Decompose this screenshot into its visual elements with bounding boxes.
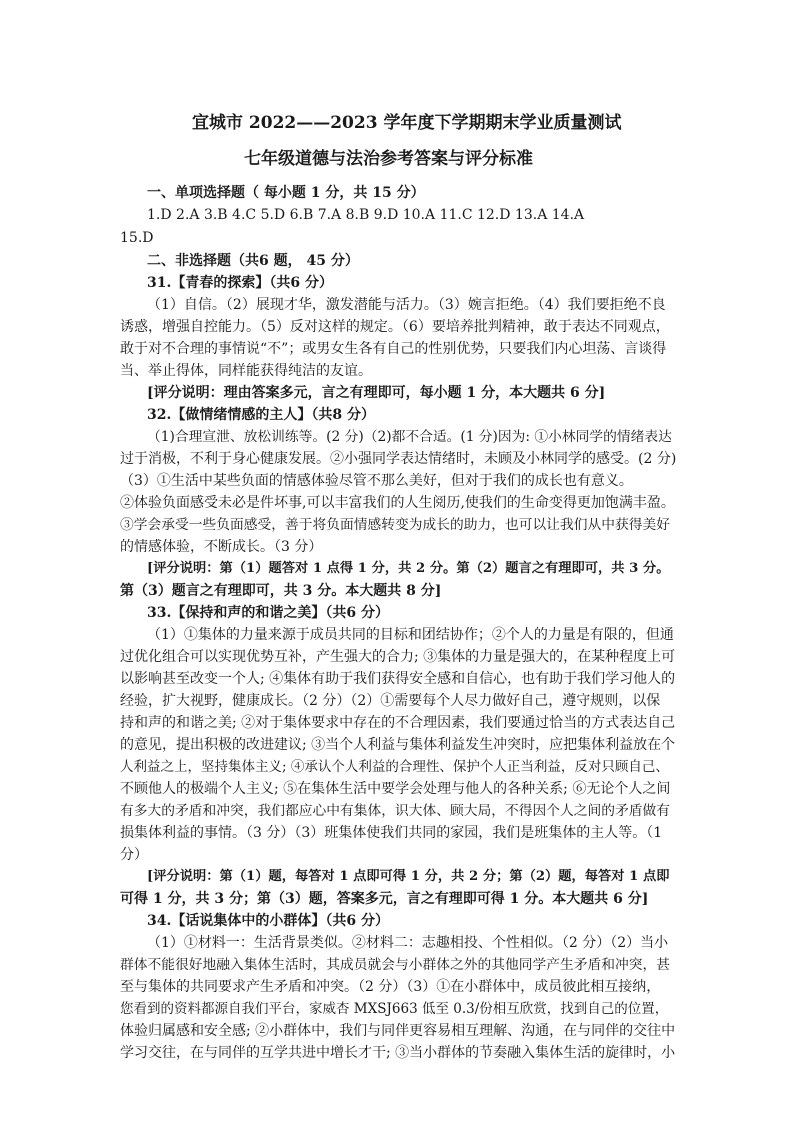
answer-line: 过优化组合可以实现优势互补，产生强大的合力; ③集体的力量是强大的，在某种程度上可 bbox=[120, 649, 676, 665]
document-subtitle: 七年级道德与法治参考答案与评分标准 bbox=[244, 149, 533, 169]
scoring-note: 可得 1 分，共 3 分；第（3）题，答案多元，言之有理即可得 1 分。本大题共 6 分] bbox=[120, 891, 649, 907]
answer-line: （1）①材料一：生活背景类似。②材料二：志趣相投、个性相似。（2 分）（2）当小 bbox=[147, 935, 669, 951]
answer-line: 当、举止得体，同样能获得纯洁的友谊。 bbox=[120, 363, 372, 379]
answer-line: 15.D bbox=[120, 230, 154, 246]
answer-line: 人利益之上，坚持集体主义; ④承认个人利益的合理性、保护个人正当利益，反对只顾自己、 bbox=[120, 759, 669, 775]
answer-line: ②体验负面感受未必是件坏事,可以丰富我们的人生阅历,使我们的生命变得更加饱满丰盈。 bbox=[120, 495, 675, 511]
answer-line: 的意见，提出积极的改进建议; ③当个人利益与集体利益发生冲突时，应把集体利益放在个 bbox=[120, 737, 676, 753]
answer-line: 不顾他人的极端个人主义; ⑤在集体生活中要学会处理与他人的各种关系; ⑥无论个人之间 bbox=[120, 781, 671, 797]
answer-line: 学习交往，在与同伴的互学共进中增长才干; ③当小群体的节奏融入集体生活的旋律时，小 bbox=[120, 1045, 676, 1061]
question-heading: 33.【保持和声的和谐之美】（共6 分） bbox=[147, 605, 389, 621]
answer-line: 有多大的矛盾和冲突，我们都应心中有集体，识大体、顾大局，不得因个人之间的矛盾做有 bbox=[120, 803, 671, 819]
answer-line: ③学会承受一些负面感受，善于将负面情感转变为成长的助力，也可以让我们从中获得美好 bbox=[120, 517, 671, 533]
scoring-note: [评分说明：第（1）题答对 1 点得 1 分，共 2 分。第（2）题言之有理即可，共 3 分。 bbox=[147, 561, 670, 576]
answer-line: 敢于对不合理的事情说“不”；或男女生各有自己的性别优势，只要我们内心坦荡、言谈得 bbox=[120, 341, 667, 357]
answer-line: 分） bbox=[120, 847, 148, 863]
answer-line: 1.D 2.A 3.B 4.C 5.D 6.B 7.A 8.B 9.D 10.A 11.C 12.D 13.A 14.A bbox=[147, 207, 585, 223]
answer-line: 诱惑，增强自控能力。（5）反对这样的规定。（6）要培养批判精神，敢于表达不同观点， bbox=[120, 319, 670, 335]
scoring-note: 第（3）题言之有理即可，共 3 分。本大题共 8 分] bbox=[120, 583, 442, 599]
answer-line: 体验归属感和安全感; ②小群体中，我们与同伴更容易相互理解、沟通，在与同伴的交往中 bbox=[120, 1023, 676, 1039]
scoring-note: [评分说明：第（1）题，每答对 1 点即可得 1 分，共 2 分；第（2）题，每答对 1 点即 bbox=[147, 869, 670, 884]
answer-line: 经验，扩大视野，健康成长。（2 分）（2）①需要每个人尽力做好自己，遵守规则，以保 bbox=[120, 693, 661, 709]
answer-line: 以影响甚至改变一个人; ④集体有助于我们获得安全感和自信心，也有助于我们学习他人的 bbox=[120, 671, 676, 687]
answer-line: （1）①集体的力量来源于成员共同的目标和团结协作；②个人的力量是有限的，但通 bbox=[147, 627, 674, 643]
answer-line: （3）①生活中某些负面的情感体验尽管不那么美好，但对于我们的成长也有意义。 bbox=[120, 473, 633, 489]
section-heading: 二、非选择题（共6 题， 45 分） bbox=[147, 253, 359, 269]
answer-line: 的情感体验，不断成长。（3 分） bbox=[120, 539, 323, 555]
scoring-note: [评分说明：理由答案多元，言之有理即可，每小题 1 分，本大题共 6 分] bbox=[147, 385, 606, 401]
document-title: 宜城市 2022——2023 学年度下学期期末学业质量测试 bbox=[192, 113, 622, 133]
answer-line: 持和声的和谐之美; ②对于集体要求中存在的不合理因素，我们要通过恰当的方式表达自己 bbox=[120, 715, 676, 731]
question-heading: 32.【做情绪情感的主人】（共8 分） bbox=[147, 407, 375, 423]
answer-line: 损集体利益的事情。（3 分）（3）班集体使我们共同的家园，我们是班集体的主人等。（1 bbox=[120, 825, 663, 841]
answer-line: 过于消极，不利于身心健康发展。②小强同学表达情绪时，未顾及小林同学的感受。(2 分) bbox=[120, 451, 677, 467]
section-heading: 一、单项选择题（ 每小题 1 分，共 15 分） bbox=[147, 185, 425, 201]
answer-line: （1)合理宣泄、放松训练等。(2 分)（2)都不合适。(1 分)因为: ①小林同学的情绪表达 bbox=[147, 429, 672, 445]
answer-line: 您看到的资料都源自我们平台，家威杏 MXSJ663 低至 0.3/份相互欣赏，找到自己的位置， bbox=[120, 1001, 669, 1017]
answer-line: 群体不能很好地融入集体生活时，其成员就会与小群体之外的其他同学产生矛盾和冲突，甚 bbox=[120, 957, 671, 973]
question-heading: 34.【话说集体中的小群体】（共6 分） bbox=[147, 913, 389, 929]
question-heading: 31.【青春的探索】（共6 分） bbox=[147, 275, 333, 291]
answer-line: （1）自信。（2）展现才华，激发潜能与活力。（3）婉言拒绝。（4）我们要拒绝不良 bbox=[147, 297, 666, 313]
answer-line: 至与集体的共同要求产生矛盾和冲突。（2 分）（3）①在小群体中，成员彼此相互接纳， bbox=[120, 979, 661, 995]
